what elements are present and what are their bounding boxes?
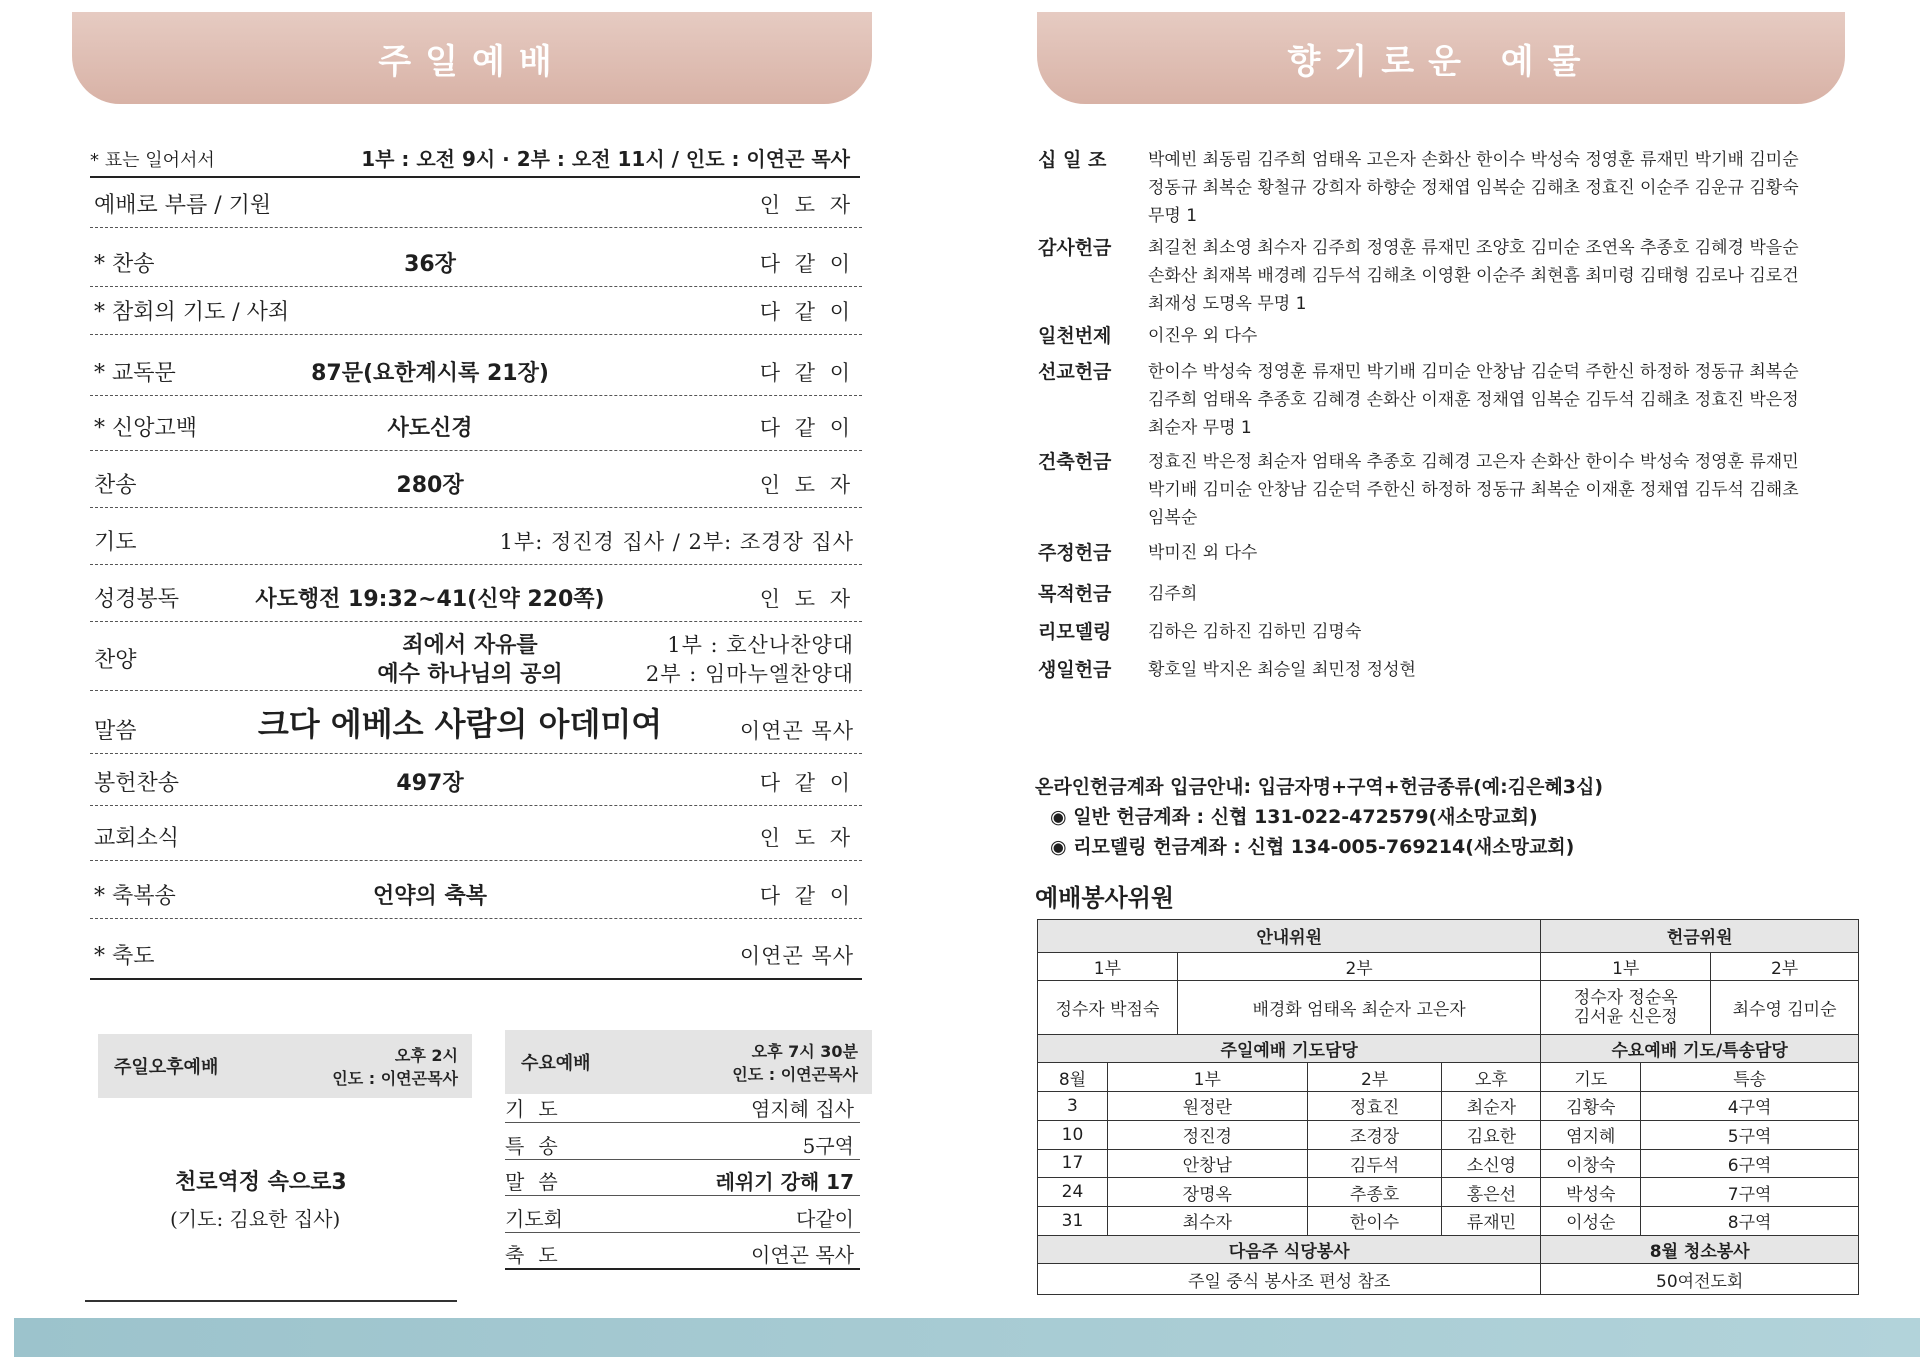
wednesday-row-key: 축도 bbox=[505, 1243, 572, 1267]
worship-committee-table bbox=[1037, 919, 1859, 1295]
schedule-wed-prayer: 이성순 bbox=[1541, 1206, 1641, 1235]
offering-names-line: 황호일 박지온 최승일 최민정 정성현 bbox=[1148, 660, 1416, 680]
wednesday-row-value: 5구역 bbox=[802, 1134, 854, 1158]
offering-names-line: 박예빈 최동림 김주희 엄태옥 고은자 손화산 한이수 박성숙 정영훈 류재민 박기배 김미순 bbox=[1148, 150, 1799, 170]
offering-names-line: 손화산 최재복 배경례 김두석 김해초 이영환 이순주 최현흠 최미령 김태형 김로나 김로건 bbox=[1148, 266, 1799, 286]
offering-label: 건축헌금 bbox=[1038, 451, 1112, 473]
schedule-1bu: 안창남 bbox=[1107, 1149, 1307, 1178]
order-row bbox=[90, 290, 862, 335]
order-row bbox=[90, 628, 862, 691]
offering-names bbox=[1148, 234, 1898, 318]
wednesday-row bbox=[505, 1088, 860, 1123]
schedule-1bu: 최수자 bbox=[1107, 1206, 1307, 1235]
usher-1bu-names: 정수자 박점숙 bbox=[1038, 981, 1178, 1034]
usher-2bu-names: 배경화 엄태옥 최순자 고은자 bbox=[1177, 981, 1541, 1034]
order-item-detail: 36장 bbox=[404, 252, 456, 277]
order-item-title: * 참회의 기도 / 사죄 bbox=[94, 300, 290, 325]
order-item-leader: 다 같 이 bbox=[759, 416, 854, 440]
wednesday-row-key: 말씀 bbox=[505, 1170, 572, 1194]
schedule-row bbox=[1038, 1120, 1859, 1149]
schedule-row bbox=[1038, 1178, 1859, 1207]
order-row bbox=[90, 400, 862, 451]
order-item-leader: 인 도 자 bbox=[759, 193, 854, 217]
order-item-title: 말씀 bbox=[94, 719, 137, 744]
wednesday-prayer-head: 수요예배 기도/특송담당 bbox=[1541, 1034, 1859, 1063]
offering-names-line: 정효진 박은정 최순자 엄태옥 추종호 김혜경 고은자 손화산 한이수 박성숙 정영훈 류재민 bbox=[1148, 452, 1799, 472]
order-item-title: 기도 bbox=[94, 530, 137, 555]
cleaning-service-head: 8월 청소봉사 bbox=[1541, 1235, 1859, 1264]
standing-note: * 표는 일어서서 bbox=[90, 150, 215, 171]
offering-names bbox=[1148, 146, 1898, 230]
order-item-detail: 280장 bbox=[396, 473, 464, 498]
wednesday-time: 오후 7시 30분 bbox=[751, 1042, 858, 1061]
order-item-title: 예배로 부름 / 기원 bbox=[94, 193, 272, 218]
afternoon-time: 오후 2시 bbox=[394, 1046, 458, 1065]
order-item-leader: 인 도 자 bbox=[759, 826, 854, 850]
offering-2bu-head: 2부 bbox=[1711, 952, 1859, 981]
order-item-title: 찬송 bbox=[94, 473, 137, 498]
offering-names bbox=[1148, 358, 1898, 442]
offering-1bu-head: 1부 bbox=[1541, 952, 1711, 981]
schedule-date: 17 bbox=[1038, 1149, 1108, 1178]
offering-2bu-names: 최수영 김미순 bbox=[1711, 981, 1859, 1034]
col-pm-head: 오후 bbox=[1442, 1063, 1541, 1092]
schedule-special: 6구역 bbox=[1641, 1149, 1859, 1178]
schedule-wed-prayer: 염지혜 bbox=[1541, 1120, 1641, 1149]
schedule-2bu: 한이수 bbox=[1307, 1206, 1442, 1235]
order-item-title: * 신앙고백 bbox=[94, 416, 198, 441]
schedule-2bu: 정효진 bbox=[1307, 1092, 1442, 1121]
schedule-pm: 류재민 bbox=[1442, 1206, 1541, 1235]
offering-names bbox=[1148, 322, 1898, 350]
order-row bbox=[90, 810, 862, 861]
order-item-title: * 교독문 bbox=[94, 361, 176, 386]
offerings-header: 향기로운 예물 bbox=[1037, 12, 1845, 104]
offering-1bu-line1: 정수자 정순옥 bbox=[1573, 987, 1678, 1008]
afternoon-leader: 인도 : 이연곤목사 bbox=[332, 1069, 458, 1088]
online-offering-intro: 온라인헌금계좌 입금안내: 입금자명+구역+헌금종류(예:김은혜3십) bbox=[1035, 776, 1604, 798]
order-row bbox=[90, 866, 862, 919]
order-item-leader: 다 같 이 bbox=[759, 884, 854, 908]
schedule-1bu: 장명옥 bbox=[1107, 1178, 1307, 1207]
wednesday-row bbox=[505, 1198, 860, 1233]
order-item-title: * 찬송 bbox=[94, 252, 155, 277]
meal-service-head: 다음주 식당봉사 bbox=[1038, 1235, 1541, 1264]
offering-label: 리모델링 bbox=[1038, 621, 1112, 643]
wednesday-row bbox=[505, 1125, 860, 1160]
schedule-date: 31 bbox=[1038, 1206, 1108, 1235]
sunday-worship-header: 주일예배 bbox=[72, 12, 872, 104]
offering-label: 일천번제 bbox=[1038, 325, 1112, 347]
order-item-leader: 1부: 정진경 집사 / 2부: 조경장 집사 bbox=[499, 530, 854, 554]
offering-names-line: 최재성 도명옥 무명 1 bbox=[1148, 294, 1307, 314]
afternoon-sermon-title: 천로역정 속으로3 bbox=[175, 1170, 347, 1195]
order-header bbox=[90, 140, 860, 178]
schedule-2bu: 추종호 bbox=[1307, 1178, 1442, 1207]
offering-names-line: 무명 1 bbox=[1148, 206, 1198, 226]
wednesday-row bbox=[505, 1161, 860, 1196]
offering-label: 감사헌금 bbox=[1038, 237, 1112, 259]
offering-names-line: 박미진 외 다수 bbox=[1148, 543, 1258, 563]
afternoon-service-info bbox=[280, 1034, 472, 1098]
order-item-leader: 다 같 이 bbox=[759, 361, 854, 385]
schedule-row bbox=[1038, 1206, 1859, 1235]
order-item-title: * 축복송 bbox=[94, 884, 176, 909]
usher-1bu-head: 1부 bbox=[1038, 952, 1178, 981]
offering-label: 생일헌금 bbox=[1038, 659, 1112, 681]
schedule-pm: 김요한 bbox=[1442, 1120, 1541, 1149]
offering-names-line: 박기배 김미순 안창남 김순덕 주한신 하정하 정동규 최복순 이재훈 정채엽 김두석 김해초 bbox=[1148, 480, 1799, 500]
offering-label: 목적헌금 bbox=[1038, 583, 1112, 605]
wednesday-row-value: 염지혜 집사 bbox=[751, 1097, 854, 1121]
schedule-wed-prayer: 박성숙 bbox=[1541, 1178, 1641, 1207]
order-row bbox=[90, 512, 862, 565]
schedule-row bbox=[1038, 1092, 1859, 1121]
offering-names bbox=[1148, 448, 1898, 532]
offering-label: 십 일 조 bbox=[1038, 149, 1107, 171]
order-item-detail-2: 예수 하나님의 공의 bbox=[377, 662, 563, 687]
schedule-row bbox=[1038, 1149, 1859, 1178]
offering-names-line: 임복순 bbox=[1148, 508, 1198, 528]
afternoon-divider bbox=[85, 1300, 457, 1302]
col-1bu-head: 1부 bbox=[1107, 1063, 1307, 1092]
afternoon-prayer: (기도: 김요한 집사) bbox=[170, 1207, 341, 1231]
wednesday-service-label: 수요예배 bbox=[505, 1030, 699, 1094]
schedule-pm: 최순자 bbox=[1442, 1092, 1541, 1121]
schedule-special: 4구역 bbox=[1641, 1092, 1859, 1121]
order-item-leader: 다 같 이 bbox=[759, 300, 854, 324]
order-item-leader: 인 도 자 bbox=[759, 587, 854, 611]
order-item-leader: 다 같 이 bbox=[759, 771, 854, 795]
schedule-special: 7구역 bbox=[1641, 1178, 1859, 1207]
order-item-detail: 사도신경 bbox=[387, 416, 473, 441]
schedule-2bu: 김두석 bbox=[1307, 1149, 1442, 1178]
offering-names-line: 김주희 bbox=[1148, 584, 1198, 604]
offering-label: 주정헌금 bbox=[1038, 542, 1112, 564]
offering-names-line: 한이수 박성숙 정영훈 류재민 박기배 김미순 안창남 김순덕 주한신 하정하 정동규 최복순 bbox=[1148, 362, 1799, 382]
offering-names-line: 정동규 최복순 황철규 강희자 하향순 정채엽 임복순 김해초 정효진 이순주 김운규 김황숙 bbox=[1148, 178, 1799, 198]
schedule-special: 8구역 bbox=[1641, 1206, 1859, 1235]
order-item-detail: 죄에서 자유를 bbox=[402, 633, 538, 658]
order-row bbox=[90, 238, 862, 287]
meal-service-value: 주일 중식 봉사조 편성 참조 bbox=[1038, 1264, 1541, 1295]
offering-names bbox=[1148, 539, 1898, 567]
committee-title: 예배봉사위원 bbox=[1035, 884, 1175, 912]
schedule-pm: 소신영 bbox=[1442, 1149, 1541, 1178]
wednesday-row bbox=[505, 1234, 860, 1270]
offering-names-line: 최길천 최소영 최수자 김주희 정영훈 류재민 조양호 김미순 조연옥 추종호 김혜경 박을순 bbox=[1148, 238, 1799, 258]
order-item-title: 찬양 bbox=[94, 648, 137, 673]
wednesday-row-key: 기도회 bbox=[505, 1207, 563, 1231]
order-row bbox=[90, 183, 862, 228]
offering-names bbox=[1148, 656, 1898, 684]
order-row bbox=[90, 345, 862, 396]
month-head: 8월 bbox=[1038, 1063, 1108, 1092]
col-2bu-head: 2부 bbox=[1307, 1063, 1442, 1092]
order-item-leader-2: 2부 : 임마누엘찬양대 bbox=[645, 662, 854, 686]
order-row bbox=[90, 920, 862, 980]
order-row bbox=[90, 695, 862, 754]
wednesday-service-info bbox=[688, 1030, 872, 1094]
sunday-prayer-head: 주일예배 기도담당 bbox=[1038, 1034, 1541, 1063]
offering-names-line: 이진우 외 다수 bbox=[1148, 326, 1258, 346]
order-row bbox=[90, 755, 862, 806]
order-item-detail: 크다 에베소 사람의 아데미여 bbox=[257, 705, 663, 743]
offering-1bu-line2: 김서윤 신은정 bbox=[1573, 1006, 1678, 1027]
offering-names-line: 최순자 무명 1 bbox=[1148, 418, 1252, 438]
col-prayer-head: 기도 bbox=[1541, 1063, 1641, 1092]
offering-names-line: 김하은 김하진 김하민 김명숙 bbox=[1148, 622, 1362, 642]
order-item-leader: 인 도 자 bbox=[759, 473, 854, 497]
order-item-title: 성경봉독 bbox=[94, 587, 180, 612]
wednesday-row-key: 기도 bbox=[505, 1097, 572, 1121]
order-row bbox=[90, 455, 862, 508]
order-item-leader: 1부 : 호산나찬양대 bbox=[667, 633, 854, 657]
offering-names bbox=[1148, 580, 1898, 608]
order-item-title: 봉헌찬송 bbox=[94, 771, 180, 796]
wednesday-row-value: 다같이 bbox=[796, 1207, 854, 1231]
offering-committee-head: 헌금위원 bbox=[1541, 920, 1859, 953]
order-item-leader: 이연곤 목사 bbox=[739, 719, 854, 743]
schedule-date: 10 bbox=[1038, 1120, 1108, 1149]
wednesday-leader: 인도 : 이연곤목사 bbox=[732, 1065, 858, 1084]
order-item-detail: 사도행전 19:32~41(신약 220쪽) bbox=[255, 587, 605, 612]
general-account: ◉ 일반 헌금계좌 : 신협 131-022-472579(새소망교회) bbox=[1050, 806, 1538, 828]
schedule-special: 5구역 bbox=[1641, 1120, 1859, 1149]
offering-label: 선교헌금 bbox=[1038, 361, 1112, 383]
offering-names bbox=[1148, 618, 1898, 646]
remodel-account: ◉ 리모델링 헌금계좌 : 신협 134-005-769214(새소망교회) bbox=[1050, 836, 1575, 858]
col-special-head: 특송 bbox=[1641, 1063, 1859, 1092]
schedule-pm: 홍은선 bbox=[1442, 1178, 1541, 1207]
order-row bbox=[90, 567, 862, 622]
schedule-2bu: 조경장 bbox=[1307, 1120, 1442, 1149]
schedule-wed-prayer: 김황숙 bbox=[1541, 1092, 1641, 1121]
service-times: 1부 : 오전 9시 · 2부 : 오전 11시 / 인도 : 이연곤 목사 bbox=[361, 147, 850, 171]
order-item-title: * 축도 bbox=[94, 944, 155, 969]
cleaning-service-value: 50여전도회 bbox=[1541, 1264, 1859, 1295]
order-item-detail: 497장 bbox=[396, 771, 464, 796]
wednesday-row-key: 특송 bbox=[505, 1134, 572, 1158]
schedule-1bu: 정진경 bbox=[1107, 1120, 1307, 1149]
order-item-detail: 언약의 축복 bbox=[373, 884, 487, 909]
usher-committee-head: 안내위원 bbox=[1038, 920, 1541, 953]
schedule-date: 3 bbox=[1038, 1092, 1108, 1121]
wednesday-row-value: 이연곤 목사 bbox=[751, 1243, 854, 1267]
wednesday-row-value: 레위기 강해 17 bbox=[715, 1170, 854, 1194]
order-item-detail: 87문(요한계시록 21장) bbox=[311, 361, 549, 386]
offering-names-line: 김주희 엄태옥 추종호 김혜경 손화산 이재훈 정채엽 임복순 김두석 김해초 정효진 박은정 bbox=[1148, 390, 1799, 410]
order-item-leader: 이연곤 목사 bbox=[739, 944, 854, 968]
offering-1bu-names bbox=[1541, 981, 1711, 1034]
order-item-title: 교회소식 bbox=[94, 826, 180, 851]
schedule-date: 24 bbox=[1038, 1178, 1108, 1207]
afternoon-service-label: 주일오후예배 bbox=[98, 1034, 292, 1098]
schedule-1bu: 원정란 bbox=[1107, 1092, 1307, 1121]
usher-2bu-head: 2부 bbox=[1177, 952, 1541, 981]
order-item-leader: 다 같 이 bbox=[759, 252, 854, 276]
schedule-wed-prayer: 이창숙 bbox=[1541, 1149, 1641, 1178]
bottom-strip bbox=[14, 1318, 1920, 1357]
